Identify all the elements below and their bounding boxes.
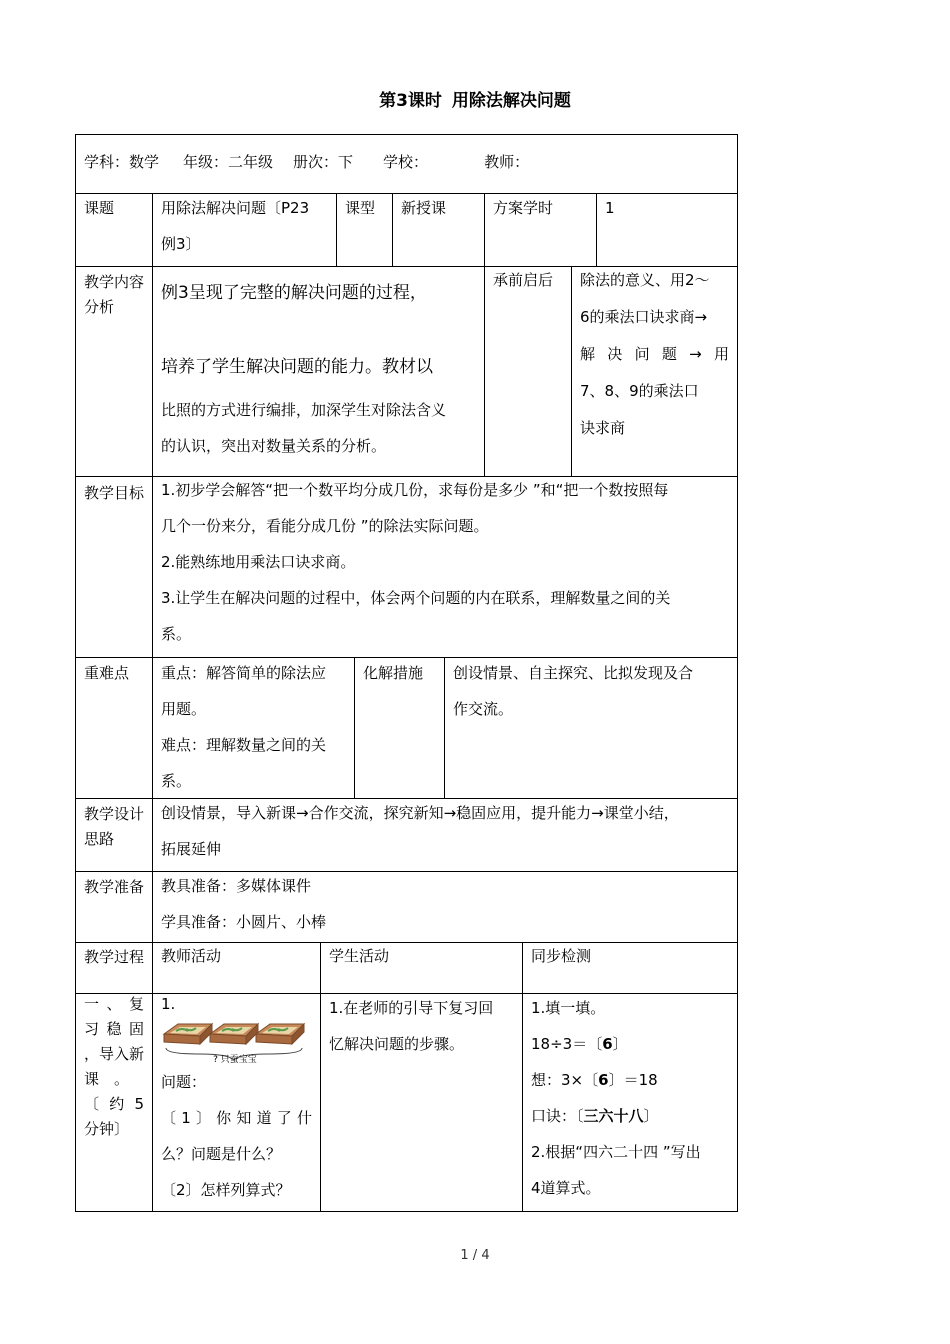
link-content [572, 262, 737, 447]
goal-line: 1.初步学会解答“把一个数平均分成几份，求每份是多少 ”和“把一个数按照每 [161, 481, 669, 499]
link-line: 解决问题→用 [580, 345, 729, 363]
link-line: 诀求商 [580, 419, 626, 437]
measure-line: 创设情景、自主探究、比拟发现及合 [453, 664, 694, 682]
link-line: 7、8、9的乘法口 [580, 382, 699, 400]
check-text: 〕＝18 [608, 1071, 658, 1089]
page-title [0, 86, 950, 111]
check-answer: 6 [602, 1035, 613, 1053]
topic-label: 课题 [84, 199, 115, 217]
stage-line: 分钟〕 [84, 1120, 130, 1138]
check-line: 4道算式。 [531, 1179, 601, 1197]
check-text: 口诀：〔 [531, 1107, 584, 1125]
teacher-item-number: 1. [161, 995, 176, 1013]
lesson-topic: 用除法解决问题 [451, 91, 571, 111]
type-value: 新授课 [401, 199, 447, 217]
sync-check-header: 同步检测 [531, 947, 592, 965]
teacher-question-title: 问题： [161, 1073, 207, 1091]
check-text: 想：3×〔 [531, 1071, 599, 1089]
goal-line: 3.让学生在解决问题的过程中，体会两个问题的内在联系，理解数量之间的关 [161, 589, 671, 607]
design-line: 拓展延伸 [161, 840, 222, 858]
check-equation [531, 1026, 730, 1062]
prep-line: 学具准备：小圆片、小棒 [161, 913, 327, 931]
key-line: 重点：解答简单的除法应 [161, 664, 327, 682]
stage-label [76, 992, 152, 1142]
topic-value-line: 例3〕 [161, 235, 201, 253]
analysis-line: 例3呈现了完整的解决问题的过程， [161, 283, 427, 303]
stage-line: 课 。 [84, 1070, 130, 1088]
hours-value: 1 [605, 199, 615, 217]
teacher: 教师： [484, 153, 530, 171]
prep-content [153, 868, 738, 940]
student-line: 1.在老师的引导下复习回 [329, 999, 494, 1017]
goal-line: 2.能熟练地用乘法口诀求商。 [161, 553, 356, 571]
check-equation [531, 1098, 730, 1134]
lesson-number: 第3课时 [379, 91, 442, 111]
volume: 册次：下 [293, 153, 354, 171]
teacher-question: 〔2〕怎样列算式？ [161, 1181, 291, 1199]
tray-icon [210, 1024, 258, 1044]
student-activity-header: 学生活动 [329, 947, 390, 965]
image-caption: ? 只蚕宝宝 [213, 1055, 257, 1065]
key-label: 重难点 [84, 664, 130, 682]
sync-check [523, 990, 738, 1206]
check-answer: 三六十八 [583, 1107, 644, 1125]
tray-icon [164, 1024, 212, 1044]
topic-value [153, 190, 336, 262]
analysis-line: 比照的方式进行编排，加深学生对除法含义 [161, 401, 447, 419]
difficulty-line: 系。 [161, 772, 192, 790]
analysis-line: 培养了学生解决问题的能力。教材以 [161, 357, 433, 377]
hours-label: 方案学时 [493, 199, 554, 217]
design-content [153, 795, 738, 867]
stage-line: 习稳固 [84, 1020, 144, 1038]
measure-line: 作交流。 [453, 700, 514, 718]
process-label: 教学过程 [84, 948, 145, 966]
design-label: 教学设计思路 [84, 805, 145, 848]
goals-label: 教学目标 [84, 484, 145, 502]
design-line: 创设情景，导入新课→合作交流，探究新知→稳固应用，提升能力→课堂小结， [161, 804, 679, 822]
goal-line: 几个一份来分，看能分成几份 ”的除法实际问题。 [161, 517, 489, 535]
analysis-line: 的认识，突出对数量关系的分析。 [161, 437, 387, 455]
student-activity [321, 990, 522, 1062]
check-text: 〕 [612, 1035, 628, 1053]
prep-label: 教学准备 [84, 878, 145, 896]
check-line: 2.根据“四六二十四 ”写出 [531, 1143, 701, 1161]
stage-line: 〔约5 [84, 1095, 144, 1113]
goals-content [153, 472, 738, 652]
header-row [76, 144, 736, 180]
tray-icon [256, 1024, 304, 1044]
page-number: 1 / 4 [460, 1248, 490, 1263]
measure-label: 化解措施 [363, 664, 424, 682]
type-label: 课型 [345, 199, 376, 217]
key-line: 用题。 [161, 700, 207, 718]
check-line: 1.填一填。 [531, 999, 606, 1017]
check-equation [531, 1062, 730, 1098]
link-line: 6的乘法口诀求商→ [580, 308, 708, 326]
prep-line: 教具准备：多媒体课件 [161, 877, 312, 895]
topic-value-line: 用除法解决问题〔P23 [161, 199, 310, 217]
check-text: 〕 [643, 1107, 659, 1125]
difficulty-line: 难点：理解数量之间的关 [161, 736, 327, 754]
goal-line: 系。 [161, 625, 192, 643]
subject: 学科：数学 [84, 153, 160, 171]
teacher-question: 〔1〕你知道了什 [161, 1109, 312, 1127]
teacher-question: 么？问题是什么？ [161, 1145, 282, 1163]
teacher-questions [153, 1064, 320, 1208]
teacher-activity-header: 教师活动 [161, 947, 222, 965]
grade: 年级：二年级 [183, 153, 274, 171]
school: 学校： [383, 153, 429, 171]
analysis-content [153, 274, 484, 464]
link-line: 除法的意义、用2～ [580, 271, 710, 289]
stage-line: 一、复 [84, 995, 144, 1013]
link-label: 承前启后 [493, 271, 554, 289]
measure-content [445, 655, 738, 727]
analysis-label: 教学内容分析 [84, 273, 145, 316]
stage-line: ，导入新 [84, 1045, 145, 1063]
check-text: 18÷3＝〔 [531, 1035, 603, 1053]
check-answer: 6 [598, 1071, 609, 1089]
key-content [153, 655, 354, 799]
student-line: 忆解决问题的步骤。 [329, 1035, 465, 1053]
